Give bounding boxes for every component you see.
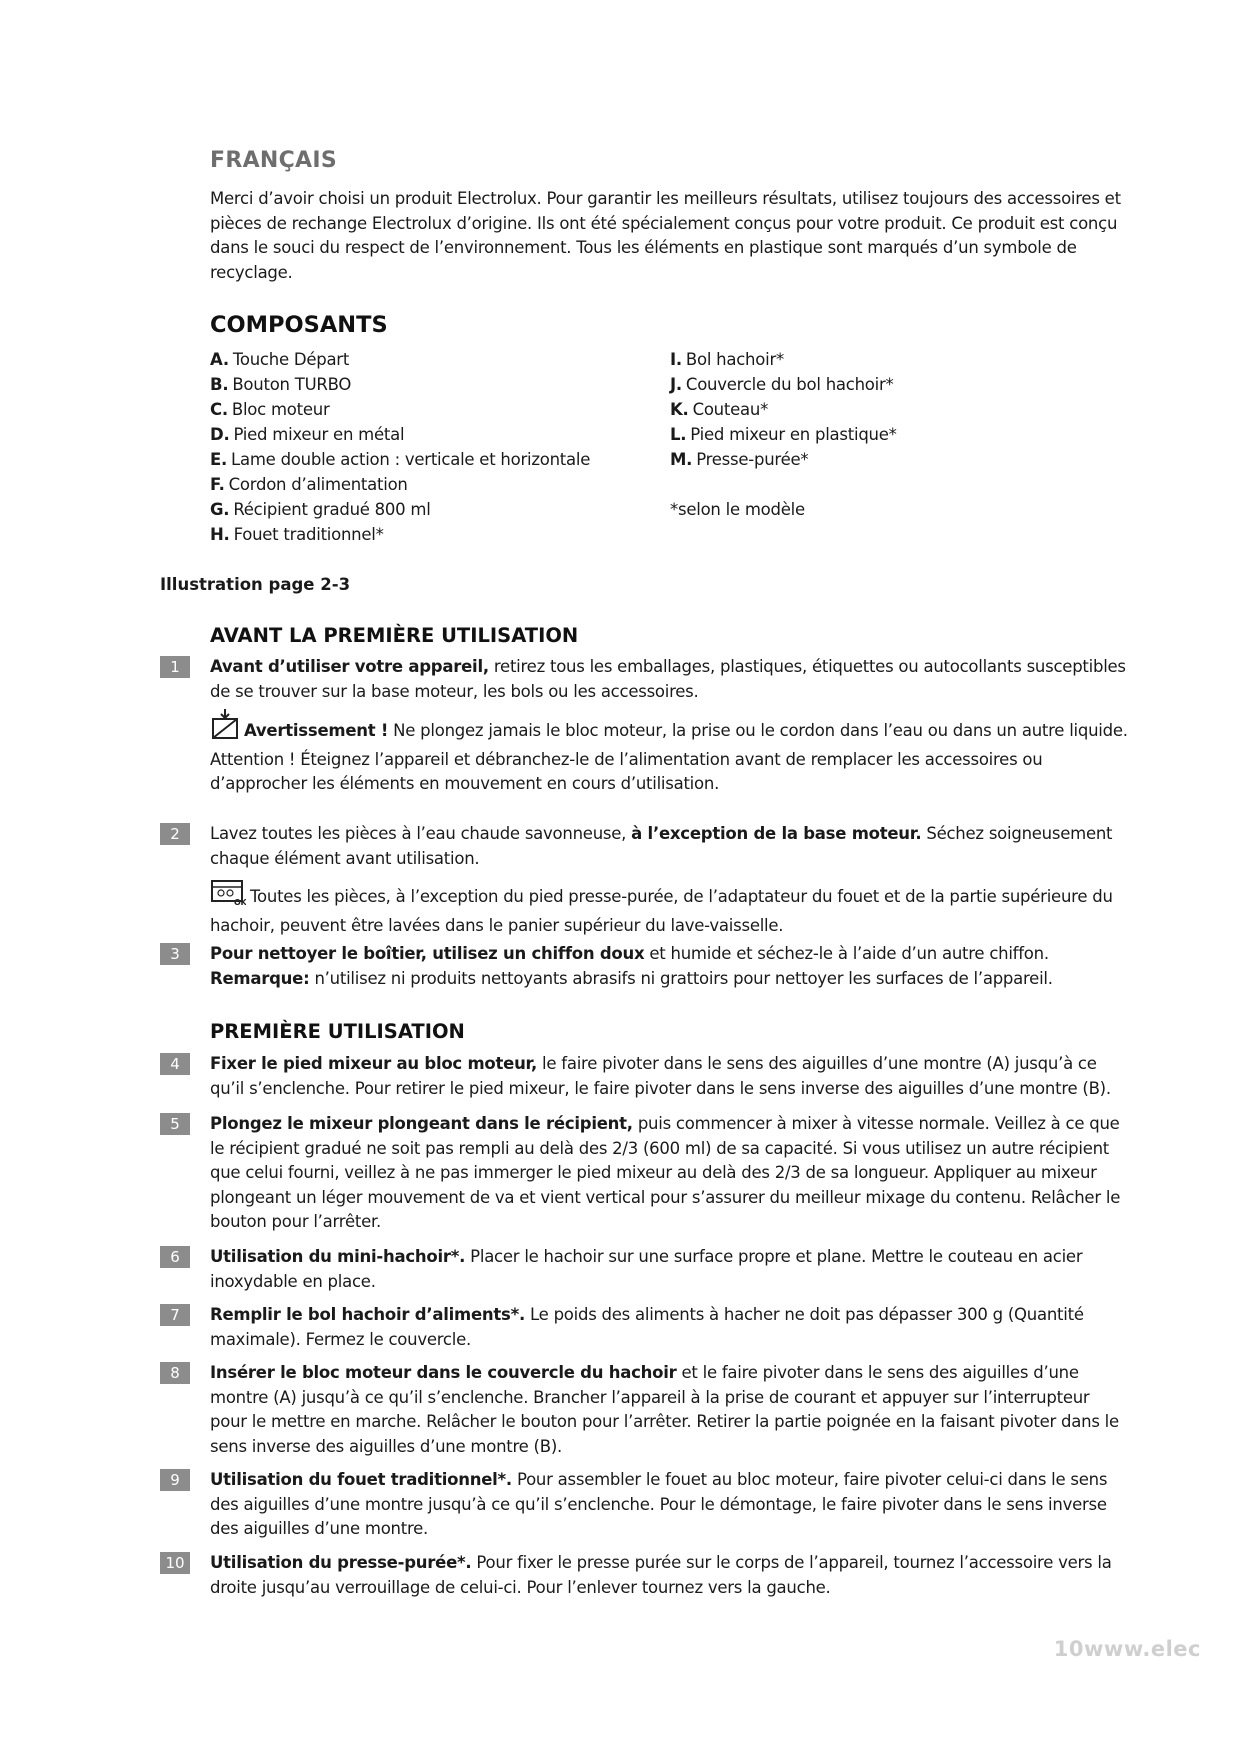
section-before-first-use: AVANT LA PREMIÈRE UTILISATION [210,624,579,647]
step-number-badge: 3 [160,943,190,965]
component-item: B. Bouton TURBO [210,375,352,394]
watermark: 10www.elec [1053,1637,1201,1661]
components-footnote: *selon le modèle [670,500,805,519]
components-right-list [670,347,1090,472]
component-item: C. Bloc moteur [210,400,330,419]
component-item: A. Touche Départ [210,350,350,369]
component-item: J. Couvercle du bol hachoir* [670,375,894,394]
dishwasher-note-text: Toutes les pièces, à l’exception du pied presse-purée, de l’adaptateur du fouet et de la partie supérieure du hachoir, peuvent être lavées dans le panier supérieur du lave-vaisselle. [210,887,1113,935]
step-number-badge: 10 [160,1552,190,1574]
attention-text: Attention ! Éteignez l’appareil et débranchez-le de l’alimentation avant de remplacer les accessoires ou d’approcher les éléments en mouvement en cours d’utilisation. [210,749,1043,793]
intro-paragraph: Merci d’avoir choisi un produit Electrolux. Pour garantir les meilleurs résultats, utilisez toujours des accessoires et pièces de rechange Electrolux d’origine. Ils ont été spécialement conçus pour votre produit. Ce produit est conçu dans le souci du respect de l’environnement. Tous les éléments en plastique sont marqués d’un symbole de recyclage. [210,189,1121,282]
step-text: Remplir le bol hachoir d’aliments*. Le poids des aliments à hacher ne doit pas dépasser 300 g (Quantité maximale). Fermez le couvercle. [210,1305,1084,1349]
components-title: COMPOSANTS [210,312,388,338]
step-number-badge: 4 [160,1053,190,1075]
component-item: H. Fouet traditionnel* [210,525,384,544]
step-number-badge: 7 [160,1304,190,1326]
step-text: Pour nettoyer le boîtier, utilisez un chiffon doux et humide et séchez-le à l’aide d’un autre chiffon. Remarque: n’utilisez ni produits nettoyants abrasifs ni grattoirs pour nettoyer les surfaces de l’appareil. [210,944,1053,988]
section-first-use: PREMIÈRE UTILISATION [210,1020,465,1043]
step-text: Avant d’utiliser votre appareil, retirez tous les emballages, plastiques, étiquettes ou autocollants susceptibles de se trouver sur la base moteur, les bols ou les accessoires. [210,657,1126,701]
component-item: K. Couteau* [670,400,769,419]
step-number-badge: 8 [160,1362,190,1384]
step-number-badge: 1 [160,656,190,678]
warning-text: Ne plongez jamais le bloc moteur, la prise ou le cordon dans l’eau ou dans un autre liquide. [388,721,1128,740]
step-number-badge: 2 [160,823,190,845]
warning-label: Avertissement ! [244,721,389,740]
component-item: M. Presse-purée* [670,450,809,469]
step-text: Plongez le mixeur plongeant dans le récipient, puis commencer à mixer à vitesse normale. Veillez à ce que le récipient gradué ne soit pas rempli au delà des 2/3 (600 ml) de sa capacité. Si vous utilisez un autre récipient que celui fourni, veillez à ne pas immerger le pied mixeur au delà des 2/3 de sa longueur. Appliquer au mixeur plongeant un léger mouvement de va et vient vertical pour s’assurer du meilleur mixage du contenu. Relâcher le bouton pour l’arrêter. [210,1114,1121,1231]
components-left-list [210,347,650,547]
step-number-badge: 6 [160,1246,190,1268]
component-item: D. Pied mixeur en métal [210,425,405,444]
component-item: I. Bol hachoir* [670,350,784,369]
step-text: Utilisation du fouet traditionnel*. Pour assembler le fouet au bloc moteur, faire pivoter celui-ci dans le sens des aiguilles d’une montre jusqu’à ce qu’il s’enclenche. Pour le démontage, le faire pivoter dans le sens inverse des aiguilles d’une montre. [210,1470,1108,1538]
step-text: Insérer le bloc moteur dans le couvercle du hachoir et le faire pivoter dans le sens des aiguilles d’une montre (A) jusqu’à ce qu’il s’enclenche. Brancher l’appareil à la prise de courant et appuyer sur l’interrupteur pour le mettre en marche. Relâcher le bouton pour l’arrêter. Retirer la partie poignée en la faisant pivoter dans le sens inverse des aiguilles d’une montre (B). [210,1363,1119,1456]
component-item: L. Pied mixeur en plastique* [670,425,897,444]
dishwasher-safe-icon [210,878,246,914]
step-number-badge: 9 [160,1469,190,1491]
warning-note [210,708,1130,797]
step-text: Utilisation du mini-hachoir*. Placer le hachoir sur une surface propre et plane. Mettre le couteau en acier inoxydable en place. [210,1247,1083,1291]
illustration-label: Illustration page 2-3 [160,575,351,594]
component-item: G. Récipient gradué 800 ml [210,500,431,519]
language-title: FRANÇAIS [210,148,338,173]
dishwasher-note [210,878,1130,938]
step-text: Fixer le pied mixeur au bloc moteur, le faire pivoter dans le sens des aiguilles d’une montre (A) jusqu’à ce qu’il s’enclenche. Pour retirer le pied mixeur, le faire pivoter dans le sens inverse des aiguilles d’une montre (B). [210,1054,1111,1098]
step-text: Lavez toutes les pièces à l’eau chaude savonneuse, à l’exception de la base moteur. Séchez soigneusement chaque élément avant utilisation. [210,824,1113,868]
component-item: F. Cordon d’alimentation [210,475,408,494]
component-item: E. Lame double action : verticale et horizontale [210,450,591,469]
step-text: Utilisation du presse-purée*. Pour fixer le presse purée sur le corps de l’appareil, tournez l’accessoire vers la droite jusqu’au verrouillage de celui-ci. Pour l’enlever tournez vers la gauche. [210,1553,1112,1597]
step-number-badge: 5 [160,1113,190,1135]
no-immersion-warning-icon [210,708,240,748]
svg-text:OK: OK [234,898,246,906]
